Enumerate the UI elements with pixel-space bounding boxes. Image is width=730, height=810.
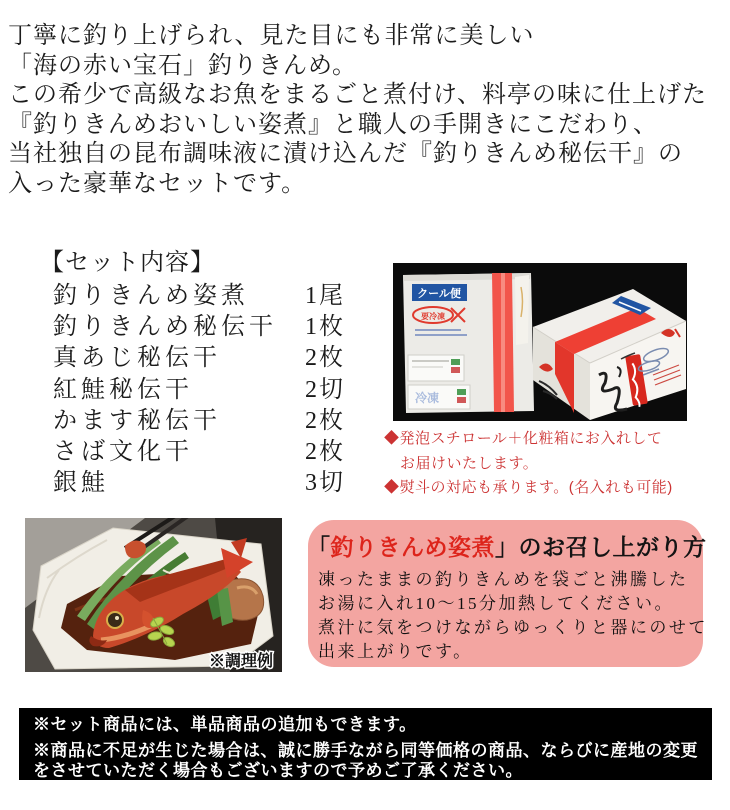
set-item-row — [40, 275, 345, 309]
intro-line: 当社独自の昆布調味液に漬け込んだ『釣りきんめ秘伝干』の — [8, 141, 683, 167]
set-item-qty: 3切 — [305, 470, 345, 497]
package-photo — [393, 263, 687, 426]
package-note-line: ◆熨斗の対応も承ります。(名入れも可能) — [384, 479, 673, 496]
footer-note-line: ※商品に不足が生じた場合は、誠に勝手ながら同等価格の商品、ならびに産地の変更 — [33, 741, 698, 760]
package-note-line: ◆発泡スチロール＋化粧箱にお入れして — [384, 430, 663, 447]
set-item-qty: 2枚 — [305, 345, 345, 372]
package-note-line: お届けいたします。 — [400, 454, 539, 472]
set-item-qty: 2枚 — [305, 438, 345, 465]
serving-body-line: 煮汁に気をつけながらゆっくりと器にのせて — [318, 618, 708, 637]
set-item-name: 紅鮭秘伝干 — [53, 376, 193, 403]
set-item-row — [40, 462, 345, 497]
set-item-row — [40, 369, 345, 403]
dish-photo — [25, 518, 282, 677]
set-item-name: 銀鮭 — [53, 470, 109, 497]
set-item-qty: 2枚 — [305, 407, 345, 434]
set-item-row — [40, 400, 345, 434]
serving-title-bracket: 「 — [307, 535, 331, 560]
set-item-row — [40, 337, 345, 372]
svg-text:冷凍: 冷凍 — [415, 391, 440, 405]
intro-text — [8, 22, 707, 199]
serving-body — [318, 568, 708, 664]
set-item-name: 釣りきんめ秘伝干 — [53, 314, 277, 341]
set-item-row — [40, 431, 345, 465]
package-notes — [384, 427, 673, 501]
intro-line: この希少で高級なお魚をまるごと煮付け、料亭の味に仕上げた — [8, 82, 708, 108]
intro-line: 『釣りきんめおいしい姿煮』と職人の手開きにこだわり、 — [8, 111, 658, 138]
set-item-name: 釣りきんめ姿煮 — [53, 283, 249, 309]
serving-title-bracket: 」 — [495, 535, 519, 560]
serving-title-product: 釣りきんめ姿煮 — [330, 535, 495, 560]
set-item-qty: 1枚 — [305, 314, 345, 341]
intro-line: 丁寧に釣り上げられ、見た目にも非常に美しい — [8, 23, 535, 49]
shipping-label — [408, 355, 464, 381]
footer-note-line: をさせていただく場合もございますので予めご了承ください。 — [33, 761, 523, 780]
set-item-name: かます秘伝干 — [53, 407, 221, 434]
serving-body-line: 凍ったままの釣りきんめを袋ごと沸騰した — [318, 570, 689, 589]
serving-title-rest: のお召し上がり方 — [518, 535, 707, 560]
set-item-qty: 1尾 — [305, 283, 345, 309]
set-contents-title: 【セット内容】 — [40, 250, 215, 276]
set-item-name: さば文化干 — [53, 438, 193, 465]
intro-line: 「海の赤い宝石」釣りきんめ。 — [8, 52, 358, 79]
shipping-label — [408, 385, 470, 409]
styrofoam-box — [403, 273, 534, 413]
footer-note-line: ※セット商品には、単品商品の追加もできます。 — [33, 715, 417, 734]
cool-delivery-label: クール便 — [417, 288, 461, 300]
serving-instructions-box — [307, 520, 708, 667]
set-item-name: 真あじ秘伝干 — [53, 345, 221, 372]
intro-line: 入った豪華なセットです。 — [8, 170, 307, 197]
serving-body-line: お湯に入れ10～15分加熱してください。 — [318, 594, 674, 613]
serving-title — [307, 529, 707, 562]
serving-body-line: 出来上がりです。 — [318, 642, 473, 661]
dish-caption: ※調理例 — [208, 653, 273, 670]
set-contents — [40, 242, 345, 497]
set-item-qty: 2切 — [305, 376, 345, 403]
set-item-row — [40, 306, 345, 341]
svg-text:要冷凍: 要冷凍 — [421, 312, 445, 321]
footer-notes — [19, 708, 712, 780]
